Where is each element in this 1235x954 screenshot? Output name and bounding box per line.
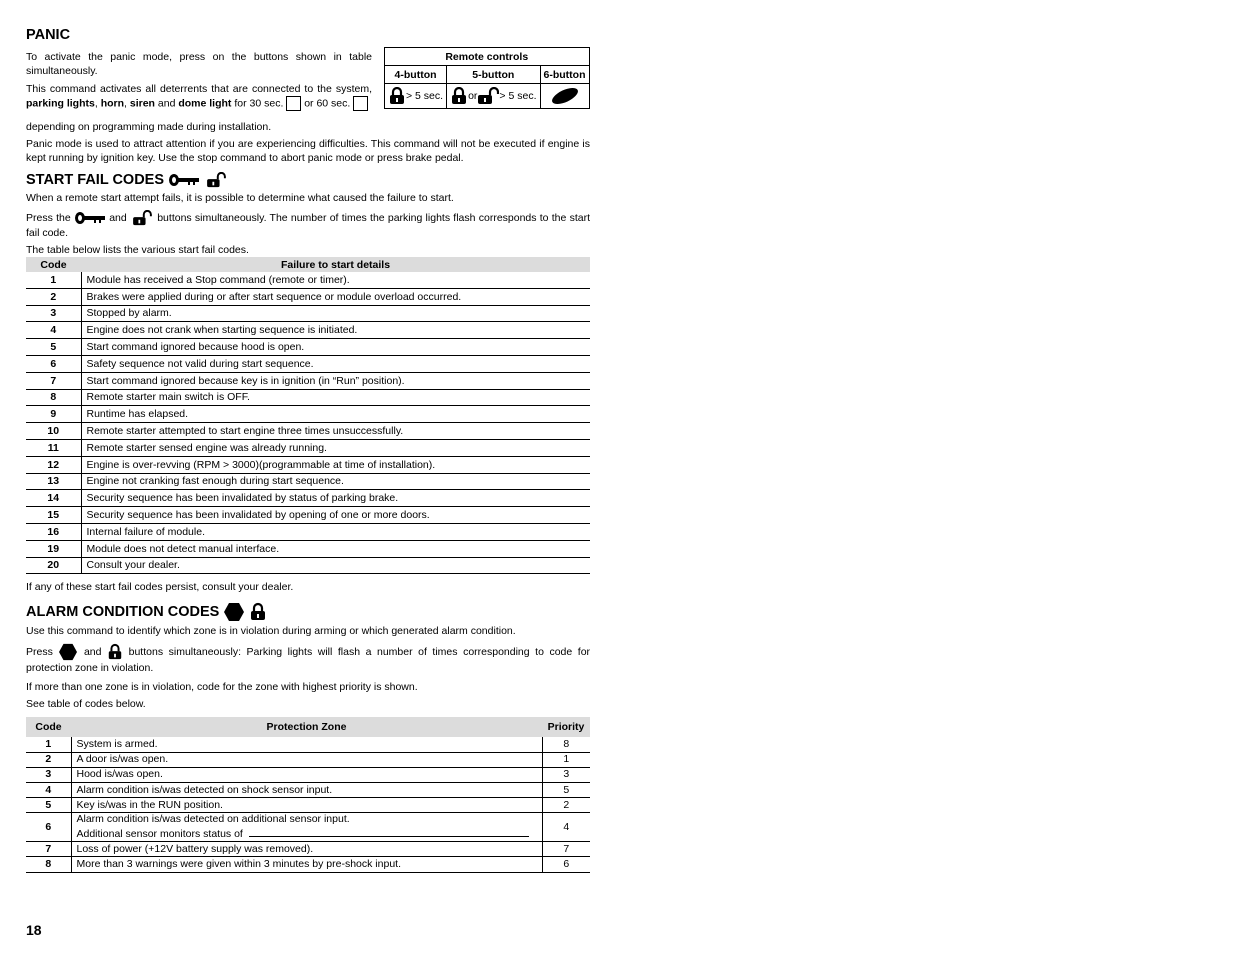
table-row xyxy=(26,406,590,423)
lock-icon xyxy=(107,643,123,661)
zone-text-2: Additional sensor monitors status of xyxy=(76,828,243,841)
alarm-paragraph-3: If more than one zone is in violation, code for the zone with highest priority is shown. xyxy=(26,681,418,694)
bold-siren: siren xyxy=(129,97,155,110)
zone-cell xyxy=(71,813,542,842)
table-row xyxy=(26,339,590,356)
bold-horn: horn xyxy=(100,97,125,110)
cell-6-button xyxy=(540,84,589,109)
alarm-codes-table xyxy=(26,717,590,872)
priority-cell: 1 xyxy=(542,752,590,767)
alarm-table-body xyxy=(26,737,590,872)
table-row xyxy=(26,305,590,322)
table-row xyxy=(26,737,590,752)
lock-icon xyxy=(249,602,267,622)
table-row xyxy=(26,507,590,524)
table-row xyxy=(26,355,590,372)
col-code: Code xyxy=(26,717,71,737)
details-cell: Consult your dealer. xyxy=(81,557,590,574)
alarm-paragraph-2: Press and buttons simultaneously: Parking lights will flash a number of times corresponding to code for protection zone in violation. xyxy=(26,643,590,675)
details-cell: Start command ignored because key is in ignition (in “Run” position). xyxy=(81,372,590,389)
col-priority: Priority xyxy=(542,717,590,737)
code-cell: 4 xyxy=(26,322,81,339)
key-icon xyxy=(168,173,200,187)
zone-cell: Key is/was in the RUN position. xyxy=(71,798,542,813)
code-cell: 1 xyxy=(26,272,81,288)
code-cell: 20 xyxy=(26,557,81,574)
table-row xyxy=(26,857,590,872)
bold-dome-light: dome light xyxy=(178,97,232,110)
oval-button-icon xyxy=(550,87,580,105)
sep: , xyxy=(94,97,101,110)
remote-table-title: Remote controls xyxy=(385,48,590,66)
code-cell: 8 xyxy=(26,389,81,406)
fill-in-blank-line xyxy=(249,826,529,837)
col-6-button: 6-button xyxy=(540,66,589,84)
col-code: Code xyxy=(26,257,81,272)
start-fail-title: START FAIL CODES xyxy=(26,171,590,189)
checkbox-60-sec xyxy=(353,96,368,111)
table-row xyxy=(26,423,590,440)
table-row xyxy=(26,557,590,574)
code-cell: 15 xyxy=(26,507,81,524)
table-row xyxy=(26,540,590,557)
table-row xyxy=(26,389,590,406)
start-fail-paragraph-3: The table below lists the various start fail codes. xyxy=(26,244,249,256)
code-cell: 2 xyxy=(26,752,71,767)
zone-cell: System is armed. xyxy=(71,737,542,752)
priority-cell: 8 xyxy=(542,737,590,752)
table-row xyxy=(26,322,590,339)
details-cell: Engine does not crank when starting sequence is initiated. xyxy=(81,322,590,339)
details-cell: Brakes were applied during or after start sequence or module overload occurred. xyxy=(81,288,590,305)
panic-paragraph-2 xyxy=(26,82,372,111)
hexagon-button-icon xyxy=(223,602,245,622)
zone-cell: Alarm condition is/was detected on shock sensor input. xyxy=(71,782,542,797)
unlock-icon xyxy=(204,172,228,188)
unlock-icon xyxy=(130,210,154,226)
details-cell: Start command ignored because hood is open. xyxy=(81,339,590,356)
code-cell: 5 xyxy=(26,339,81,356)
zone-cell: A door is/was open. xyxy=(71,752,542,767)
code-cell: 9 xyxy=(26,406,81,423)
details-cell: Runtime has elapsed. xyxy=(81,406,590,423)
details-cell: Remote starter main switch is OFF. xyxy=(81,389,590,406)
code-cell: 8 xyxy=(26,857,71,872)
details-cell: Remote starter attempted to start engine three times unsuccessfully. xyxy=(81,423,590,440)
zone-cell: More than 3 warnings were given within 3 minutes by pre-shock input. xyxy=(71,857,542,872)
cell-4-button: > 5 sec. xyxy=(385,84,447,109)
table-row xyxy=(26,372,590,389)
for-text: for 30 sec. xyxy=(231,97,287,110)
code-cell: 10 xyxy=(26,423,81,440)
start-fail-table xyxy=(26,257,590,574)
details-cell: Safety sequence not valid during start sequence. xyxy=(81,355,590,372)
zone-text-line-2 xyxy=(77,826,537,841)
zone-cell: Loss of power (+12V battery supply was removed). xyxy=(71,842,542,857)
panic-section xyxy=(26,26,590,128)
code-cell: 1 xyxy=(26,737,71,752)
or-text: or 60 sec. xyxy=(301,97,354,110)
priority-cell: 3 xyxy=(542,767,590,782)
table-row xyxy=(26,842,590,857)
alarm-title: ALARM CONDITION CODES xyxy=(26,602,590,622)
bold-parking-lights: parking lights xyxy=(26,97,95,110)
code-cell: 5 xyxy=(26,798,71,813)
code-cell: 3 xyxy=(26,305,81,322)
code-cell: 4 xyxy=(26,782,71,797)
details-cell: Stopped by alarm. xyxy=(81,305,590,322)
priority-cell: 2 xyxy=(542,798,590,813)
code-cell: 2 xyxy=(26,288,81,305)
start-fail-paragraph-1: When a remote start attempt fails, it is possible to determine what caused the failure to start. xyxy=(26,192,454,204)
table-row xyxy=(26,767,590,782)
alarm-paragraph-1: Use this command to identify which zone is in violation during arming or which generated alarm condition. xyxy=(26,625,516,638)
lock-icon xyxy=(388,87,406,105)
code-cell: 19 xyxy=(26,540,81,557)
hexagon-button-icon xyxy=(58,643,78,661)
details-cell: Remote starter sensed engine was already running. xyxy=(81,439,590,456)
col-4-button: 4-button xyxy=(385,66,447,84)
code-cell: 11 xyxy=(26,439,81,456)
code-cell: 12 xyxy=(26,456,81,473)
panic-title: PANIC xyxy=(26,27,71,43)
panic-depending: depending on programming made during installation. xyxy=(26,121,272,133)
code-cell: 7 xyxy=(26,842,71,857)
table-row xyxy=(26,288,590,305)
manual-page xyxy=(26,26,590,873)
details-cell: Engine is over-revving (RPM > 3000)(programmable at time of installation). xyxy=(81,456,590,473)
col-details: Failure to start details xyxy=(81,257,590,272)
key-icon xyxy=(74,211,106,225)
col-protection-zone: Protection Zone xyxy=(71,717,542,737)
cell-5-button: or > 5 sec. xyxy=(447,84,540,109)
priority-cell: 6 xyxy=(542,857,590,872)
panic-text xyxy=(26,50,372,111)
col-5-button: 5-button xyxy=(447,66,540,84)
table-row xyxy=(26,473,590,490)
and-text: and xyxy=(154,97,179,110)
details-cell: Module does not detect manual interface. xyxy=(81,540,590,557)
table-row xyxy=(26,272,590,288)
panic-p2-text: This command activates all deterrents that are connected to the system, xyxy=(26,83,372,95)
code-cell: 7 xyxy=(26,372,81,389)
details-cell: Module has received a Stop command (remote or timer). xyxy=(81,272,590,288)
lock-icon xyxy=(450,87,468,105)
unlock-icon xyxy=(477,87,499,105)
code-cell: 14 xyxy=(26,490,81,507)
table-row xyxy=(26,490,590,507)
details-cell: Engine not cranking fast enough during start sequence. xyxy=(81,473,590,490)
start-fail-table-body xyxy=(26,272,590,574)
panic-paragraph-1: To activate the panic mode, press on the buttons shown in table simultaneously. xyxy=(26,51,372,77)
code-cell: 6 xyxy=(26,813,71,842)
details-cell: Security sequence has been invalidated by status of parking brake. xyxy=(81,490,590,507)
alarm-paragraph-4: See table of codes below. xyxy=(26,698,146,711)
table-row xyxy=(26,439,590,456)
priority-cell: 7 xyxy=(542,842,590,857)
checkbox-30-sec xyxy=(286,96,301,111)
details-cell: Internal failure of module. xyxy=(81,523,590,540)
zone-cell: Hood is/was open. xyxy=(71,767,542,782)
code-cell: 16 xyxy=(26,523,81,540)
panic-paragraph-3: Panic mode is used to attract attention if you are experiencing difficulties. This command will not be executed if engine is kept running by ignition key. Use the stop command to abort panic mode or press brake pedal. xyxy=(26,138,590,164)
start-fail-paragraph-2: Press the and buttons simultaneously. The number of times the parking lights flash corresponds to the start fail code. xyxy=(26,211,591,239)
table-row xyxy=(26,798,590,813)
priority-cell: 5 xyxy=(542,782,590,797)
page-number: 18 xyxy=(26,922,42,938)
table-row xyxy=(26,782,590,797)
zone-text: Alarm condition is/was detected on additional sensor input. xyxy=(76,813,350,826)
remote-controls-table xyxy=(384,47,590,109)
table-row xyxy=(26,456,590,473)
start-fail-footer: If any of these start fail codes persist, consult your dealer. xyxy=(26,581,294,594)
details-cell: Security sequence has been invalidated by opening of one or more doors. xyxy=(81,507,590,524)
code-cell: 13 xyxy=(26,473,81,490)
code-cell: 3 xyxy=(26,767,71,782)
sep: , xyxy=(124,97,130,110)
priority-cell: 4 xyxy=(542,813,590,842)
code-cell: 6 xyxy=(26,355,81,372)
table-row xyxy=(26,813,590,842)
table-row xyxy=(26,523,590,540)
table-row xyxy=(26,752,590,767)
